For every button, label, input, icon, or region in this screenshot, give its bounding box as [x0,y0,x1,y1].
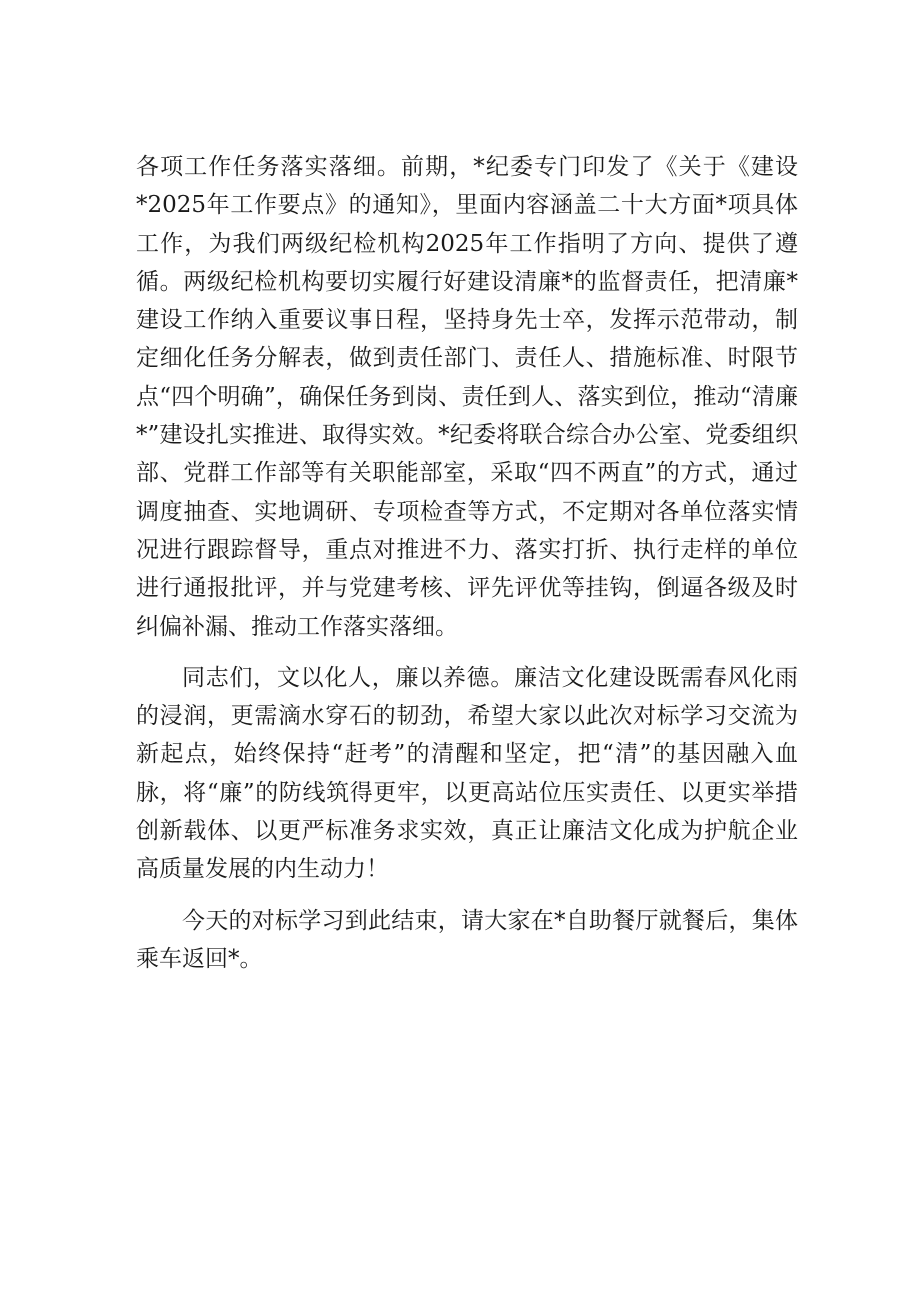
paragraph-closing-remarks: 同志们，文以化人，廉以养德。廉洁文化建设既需春风化雨的浸润，更需滴水穿石的韧劲，希望大家以此次对标学习交流为新起点，始终保持“赶考”的清醒和坚定，把“清”的基因融入血脉，将“廉”的防线筑得更牢，以更高站位压实责任、以更实举措创新载体、以更严标准务求实效，真正让廉洁文化成为护航企业高质量发展的内生动力！ [136,664,798,883]
paragraph-conclusion: 今天的对标学习到此结束，请大家在*自助餐厅就餐后，集体乘车返回*。 [136,907,798,972]
paragraph-continuation: 各项工作任务落实落细。前期，*纪委专门印发了《关于《建设*2025年工作要点》的通知》，里面内容涵盖二十大方面*项具体工作，为我们两级纪检机构2025年工作指明了方向、提供了遵循。两级纪检机构要切实履行好建设清廉*的监督责任，把清廉*建设工作纳入重要议事日程，坚持身先士卒，发挥示范带动，制定细化任务分解表，做到责任部门、责任人、措施标准、时限节点“四个明确”，确保任务到岗、责任到人、落实到位，推动“清廉*”建设扎实推进、取得实效。*纪委将联合综合办公室、党委组织部、党群工作部等有关职能部室，采取“四不两直”的方式，通过调度抽查、实地调研、专项检查等方式，不定期对各单位落实情况进行跟踪督导，重点对推进不力、落实打折、执行走样的单位进行通报批评，并与党建考核、评先评优等挂钩，倒逼各级及时纠偏补漏、推动工作落实落细。 [136,154,798,640]
document-body [136,148,798,978]
